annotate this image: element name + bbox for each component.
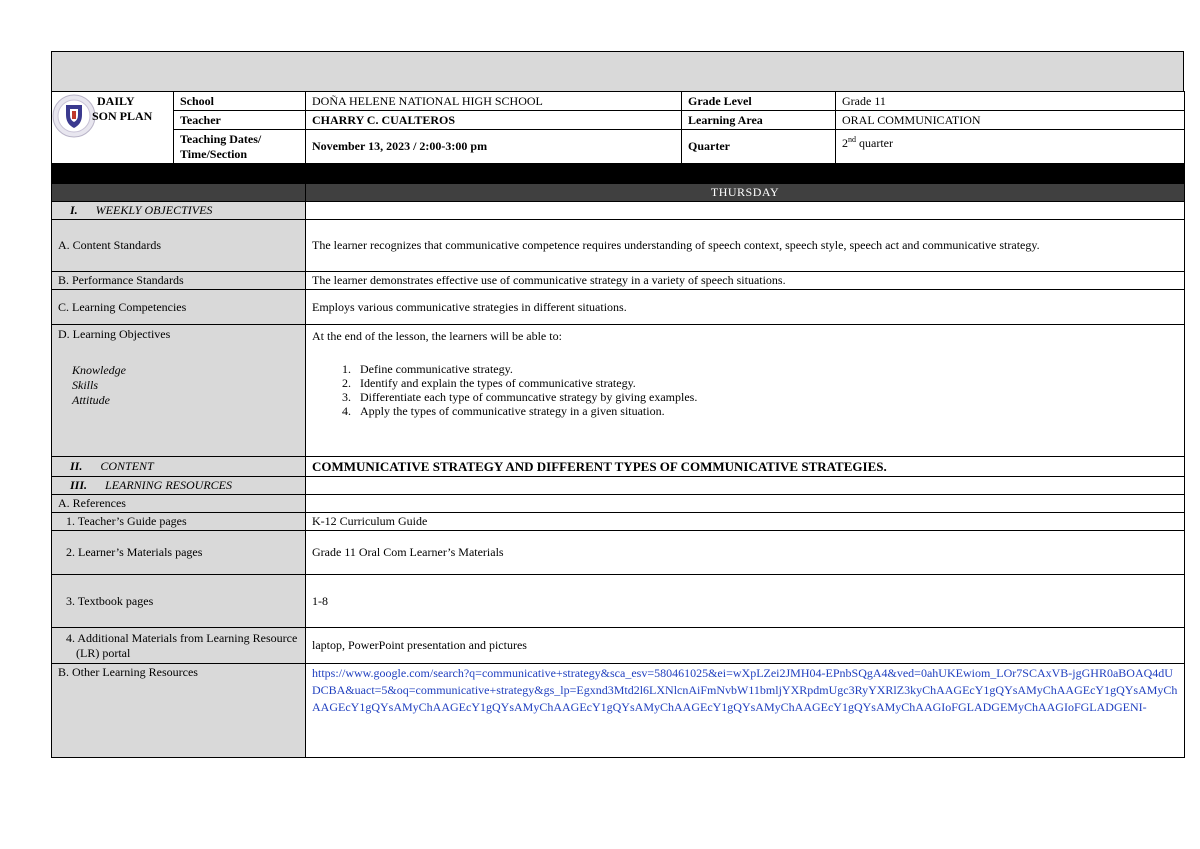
deped-seal-icon <box>52 92 96 144</box>
learners-materials-label: 2. Learner’s Materials pages <box>52 531 306 575</box>
teaching-dates-label: Teaching Dates/ Time/Section <box>174 130 306 164</box>
grade-level-value: Grade 11 <box>836 92 1185 111</box>
quarter-value: 2nd quarter <box>836 130 1185 164</box>
content-standards-label: A. Content Standards <box>52 220 306 272</box>
grade-level-label: Grade Level <box>682 92 836 111</box>
top-gray-band <box>51 51 1184 91</box>
section-content: II. CONTENT <box>52 457 306 477</box>
learning-area-label: Learning Area <box>682 111 836 130</box>
lesson-plan-document <box>51 51 1184 758</box>
teaching-dates-value: November 13, 2023 / 2:00-3:00 pm <box>306 130 682 164</box>
teacher-label: Teacher <box>174 111 306 130</box>
learners-materials-value: Grade 11 Oral Com Learner’s Materials <box>306 531 1185 575</box>
header-table <box>51 91 1185 164</box>
additional-materials-value: laptop, PowerPoint presentation and pictures <box>306 628 1185 664</box>
learning-objectives-value: At the end of the lesson, the learners will be able to: 1. Define communicative strategy. 2. Identify and explain the types of communicative strategy. 3. Differentiate each type of communcative strategy by giving examples. 4. Apply the types of communicative strategy in a given situation. <box>306 325 1185 457</box>
learning-objectives-label-cell: D. Learning Objectives Knowledge Skills Attitude <box>52 325 306 457</box>
list-item: 1. Define communicative strategy. <box>354 362 1178 376</box>
references-label: A. References <box>52 495 306 513</box>
textbook-pages-value: 1-8 <box>306 575 1185 628</box>
content-value: COMMUNICATIVE STRATEGY AND DIFFERENT TYPES OF COMMUNICATIVE STRATEGIES. <box>306 457 1185 477</box>
learning-competencies-value: Employs various communicative strategies in different situations. <box>306 290 1185 325</box>
teacher-value: CHARRY C. CUALTEROS <box>306 111 682 130</box>
school-value: DOÑA HELENE NATIONAL HIGH SCHOOL <box>306 92 682 111</box>
performance-standards-value: The learner demonstrates effective use of communicative strategy in a variety of speech situations. <box>306 272 1185 290</box>
objectives-list <box>312 362 1178 418</box>
other-resources-label: B. Other Learning Resources <box>52 664 306 758</box>
learning-area-value: ORAL COMMUNICATION <box>836 111 1185 130</box>
quarter-label: Quarter <box>682 130 836 164</box>
additional-materials-label: 4. Additional Materials from Learning Resource (LR) portal <box>52 628 306 664</box>
day-header: THURSDAY <box>306 184 1185 202</box>
school-label: School <box>174 92 306 111</box>
teachers-guide-value: K-12 Curriculum Guide <box>306 513 1185 531</box>
teachers-guide-label: 1. Teacher’s Guide pages <box>52 513 306 531</box>
section-learning-resources: III. LEARNING RESOURCES <box>52 477 306 495</box>
content-standards-value: The learner recognizes that communicative competence requires understanding of speech context, speech style, speech act and communicative strategy. <box>306 220 1185 272</box>
logo-cell <box>52 92 174 164</box>
list-item: 4. Apply the types of communicative strategy in a given situation. <box>354 404 1178 418</box>
plan-table <box>51 164 1185 758</box>
document-type-title: DAILY SON PLAN <box>92 94 153 123</box>
list-item: 3. Differentiate each type of communcative strategy by giving examples. <box>354 390 1178 404</box>
other-resources-link[interactable]: https://www.google.com/search?q=communicative+strategy&sca_esv=580461025&ei=wXpLZei2JMH04-EPnbSQgA4&ved=0ahUKEwiom_LOr7SCAxVB-jgGHR0aBOAQ4dUDCBA&uact=5&oq=communicative+strategy&gs_lp=Egxnd3Mtd2l6LXNlcnAiFmNvbW11bmljYXRpdmUgc3RyYXRlZ3kyChAAGEcY1gQYsAMyChAAGEcY1gQYsAMyChAAGEcY1gQYsAMyChAAGEcY1gQYsAMyChAAGEcY1gQYsAMyChAAGEcY1gQYsAMyChAAGEcY1gQYsAMyChAAGIoFGLADGEMyChAAGIoFGLADGENI- <box>306 664 1185 758</box>
performance-standards-label: B. Performance Standards <box>52 272 306 290</box>
learning-competencies-label: C. Learning Competencies <box>52 290 306 325</box>
list-item: 2. Identify and explain the types of communicative strategy. <box>354 376 1178 390</box>
textbook-pages-label: 3. Textbook pages <box>52 575 306 628</box>
section-weekly-objectives: I. WEEKLY OBJECTIVES <box>52 202 306 220</box>
objective-domains: Knowledge Skills Attitude <box>72 363 126 407</box>
